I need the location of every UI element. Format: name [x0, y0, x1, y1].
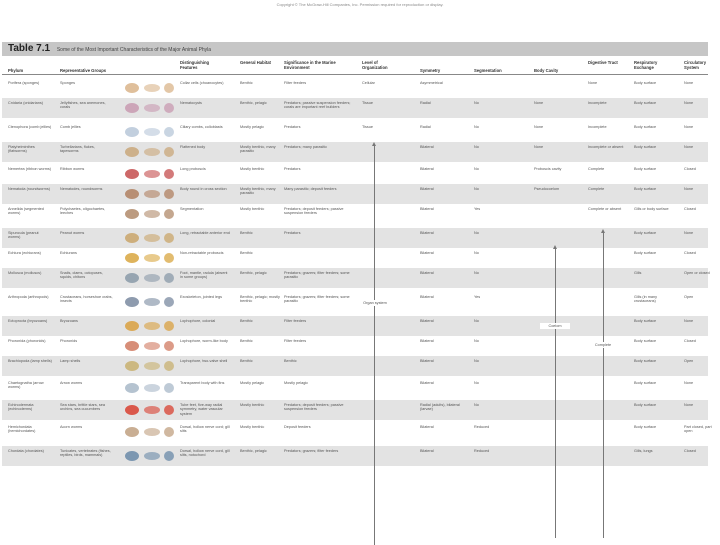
cell-segmentation: No [474, 339, 479, 343]
cell-segmentation: Yes [474, 295, 481, 299]
cell-respiratory: Body surface [634, 251, 657, 255]
cell-groups: Echiurans [60, 251, 77, 255]
cell-segmentation: No [474, 167, 479, 171]
cell-groups: Crustaceans, horseshoe crabs, insects [60, 295, 113, 304]
table-row [2, 142, 708, 162]
cell-symmetry: Bilateral [420, 231, 434, 235]
cell-features: Segmentation [180, 207, 204, 211]
cell-segmentation: No [474, 231, 479, 235]
cell-significance: Filter feeders [284, 339, 307, 343]
cell-segmentation: No [474, 251, 479, 255]
animal-illustration [120, 167, 176, 181]
cell-digestive: Complete [588, 167, 605, 171]
cell-level: Tissue [362, 125, 374, 129]
coelom-span-line [555, 248, 556, 538]
cell-groups: Ribbon worms [60, 167, 85, 171]
cell-significance: Predators; deposit feeders; passive suspension feeders [284, 207, 344, 216]
table-row [2, 164, 708, 184]
cell-groups: Comb jellies [60, 125, 81, 129]
cell-significance: Deposit feeders [284, 425, 311, 429]
cell-respiratory: Body surface [634, 187, 657, 191]
animal-illustration-icon [120, 145, 176, 159]
cell-significance: Predators; grazers; filter feeders; some parasitic [284, 271, 350, 280]
animal-illustration-icon [120, 187, 176, 201]
table-row [2, 122, 708, 142]
cell-symmetry: Bilateral [420, 207, 434, 211]
cell-phylum: Annelida (segmented worms) [8, 207, 44, 216]
cell-habitat: Benthic, pelagic [240, 449, 267, 453]
cell-digestive: Complete [588, 187, 605, 191]
cell-features: Transparent body with fins [180, 381, 225, 385]
cell-groups: Arrow worms [60, 381, 83, 385]
cell-circulatory: Closed [684, 167, 696, 171]
cell-groups: Polychaetes, oligochaetes, leeches [60, 207, 106, 216]
animal-illustration-icon [120, 359, 176, 373]
cell-respiratory: Gills, lungs [634, 449, 653, 453]
cell-digestive: None [588, 81, 598, 85]
animal-illustration-icon [120, 207, 176, 221]
cell-digestive: Complete or absent [588, 207, 622, 211]
cell-symmetry: Bilateral [420, 295, 434, 299]
cell-segmentation: No [474, 381, 479, 385]
cell-features: Lophophore, two-valve shell [180, 359, 228, 363]
animal-illustration-icon [120, 271, 176, 285]
cell-groups: Sponges [60, 81, 75, 85]
cell-level: Tissue [362, 101, 374, 105]
cell-groups: Tunicates, vertebrates (fishes, reptiles, birds, mammals) [60, 449, 111, 458]
header-respiratory: Respiratory Exchange [634, 60, 658, 70]
cell-cavity: None [534, 125, 544, 129]
cell-groups: Peanut worms [60, 231, 85, 235]
cell-level: Cellular [362, 81, 375, 85]
cell-habitat: Benthic, pelagic; mostly benthic [240, 295, 280, 304]
animal-illustration [120, 381, 176, 395]
cell-phylum: Echinodermata (echinoderms) [8, 403, 34, 412]
cell-groups: Turbellarians, flukes, tapeworms [60, 145, 95, 154]
header-divider [2, 74, 708, 75]
cell-significance: Mostly pelagic [284, 381, 309, 385]
cell-circulatory: None [684, 145, 694, 149]
cell-circulatory: None [684, 319, 694, 323]
cell-habitat: Benthic [240, 251, 253, 255]
cell-respiratory: Body surface [634, 403, 657, 407]
animal-illustration-icon [120, 403, 176, 417]
animal-illustration [120, 339, 176, 353]
cell-significance: Predators [284, 231, 301, 235]
animal-illustration [120, 125, 176, 139]
animal-illustration-icon [120, 251, 176, 265]
header-symmetry: Symmetry [420, 68, 441, 73]
table-row [2, 204, 708, 224]
cell-cavity: Proboscis cavity [534, 167, 562, 171]
header-digestive: Digestive Tract [588, 60, 618, 65]
cell-respiratory: Body surface [634, 167, 657, 171]
cell-habitat: Benthic [240, 359, 253, 363]
animal-illustration-icon [120, 449, 176, 463]
cell-groups: Lamp shells [60, 359, 81, 363]
cell-features: Nematocysts [180, 101, 202, 105]
cell-phylum: Cnidaria (cnidarians) [8, 101, 44, 105]
animal-illustration [120, 403, 176, 417]
cell-phylum: Phoronida (phoronids) [8, 339, 46, 343]
cell-respiratory: Gills or body surface [634, 207, 669, 211]
cell-circulatory: Closed [684, 207, 696, 211]
cell-symmetry: Radial [420, 101, 431, 105]
cell-symmetry: Radial [420, 125, 431, 129]
cell-symmetry: Asymmetrical [420, 81, 443, 85]
cell-digestive: Incomplete [588, 101, 607, 105]
animal-illustration [120, 145, 176, 159]
cell-segmentation: No [474, 101, 479, 105]
organ-system-span-line [374, 145, 375, 545]
cell-symmetry: Bilateral [420, 167, 434, 171]
cell-circulatory: Part closed, part open [684, 425, 712, 434]
cell-respiratory: Body surface [634, 359, 657, 363]
cell-circulatory: None [684, 403, 694, 407]
cell-symmetry: Bilateral [420, 271, 434, 275]
cell-habitat: Benthic, pelagic [240, 271, 267, 275]
complete-span-line [603, 232, 604, 538]
cell-significance: Predators; deposit feeders; passive suspension feeders [284, 403, 344, 412]
cell-phylum: Nemertea (ribbon worms) [8, 167, 52, 171]
cell-phylum: Ectoprocta (bryozoans) [8, 319, 48, 323]
cell-significance: Predators; grazers; filter feeders [284, 449, 339, 453]
cell-features: Dorsal, hollow nerve cord; gill slits [180, 425, 230, 434]
animal-illustration [120, 319, 176, 333]
cell-segmentation: Reduced [474, 449, 490, 453]
cell-groups: Snails, clams, octopuses, squids, chitons [60, 271, 103, 280]
animal-illustration-icon [120, 125, 176, 139]
animal-illustration [120, 81, 176, 95]
cell-groups: Acorn worms [60, 425, 83, 429]
header-significance: Significance in the Marine Environment [284, 60, 336, 70]
cell-circulatory: Closed [684, 251, 696, 255]
table-row [2, 78, 708, 98]
animal-illustration [120, 207, 176, 221]
cell-features: Long, retractable anterior end [180, 231, 230, 235]
header-habitat: General Habitat [240, 60, 271, 65]
cell-significance: Filter feeders [284, 319, 307, 323]
cell-symmetry: Radial (adults), bilateral (larvae) [420, 403, 460, 412]
table-caption: Some of the Most Important Characteristics of the Major Animal Phyla [56, 47, 212, 53]
cell-phylum: Mollusca (molluscs) [8, 271, 42, 275]
table-title [8, 43, 211, 54]
cell-significance: Many parasitic; deposit feeders [284, 187, 337, 191]
animal-illustration [120, 359, 176, 373]
cell-segmentation: No [474, 403, 479, 407]
cell-cavity: None [534, 101, 544, 105]
copyright-notice: Copyright © The McGraw-Hill Companies, Inc. Permission required for reproduction or display. [276, 2, 444, 7]
cell-habitat: Mostly benthic [240, 167, 265, 171]
coelom-arrow-up [553, 245, 557, 249]
animal-illustration [120, 101, 176, 115]
cell-habitat: Benthic [240, 319, 253, 323]
cell-phylum: Chordata (chordates) [8, 449, 44, 453]
cell-symmetry: Bilateral [420, 145, 434, 149]
cell-habitat: Mostly pelagic [240, 381, 265, 385]
cell-segmentation: No [474, 125, 479, 129]
cell-phylum: Porifera (sponges) [8, 81, 40, 85]
header-features: Distinguishing Features [180, 60, 210, 70]
cell-features: Body round in cross section [180, 187, 227, 191]
cell-segmentation: No [474, 271, 479, 275]
cell-phylum: Ctenophora (comb jellies) [8, 125, 52, 129]
cell-phylum: Echiura (echiurans) [8, 251, 41, 255]
cell-circulatory: Closed [684, 449, 696, 453]
cell-symmetry: Bilateral [420, 339, 434, 343]
animal-illustration-icon [120, 101, 176, 115]
table-row [2, 184, 708, 204]
organ-system-label: Organ system [363, 301, 387, 305]
cell-habitat: Mostly benthic [240, 403, 265, 407]
animal-illustration [120, 449, 176, 463]
cell-circulatory: None [684, 187, 694, 191]
cell-significance: Filter feeders [284, 81, 307, 85]
cell-habitat: Mostly pelagic [240, 125, 265, 129]
cell-habitat: Mostly benthic [240, 425, 265, 429]
complete-arrow-up [601, 229, 605, 233]
cell-phylum: Sipuncula (peanut worms) [8, 231, 39, 240]
cell-respiratory: Body surface [634, 145, 657, 149]
cell-features: Flattened body [180, 145, 206, 149]
cell-respiratory: Body surface [634, 425, 657, 429]
animal-illustration [120, 231, 176, 245]
animal-illustration-icon [120, 295, 176, 309]
cell-segmentation: Yes [474, 207, 481, 211]
table-label: Table 7.1 [8, 43, 51, 54]
animal-illustration [120, 251, 176, 265]
cell-respiratory: Body surface [634, 231, 657, 235]
cell-habitat: Mostly benthic, many parasitic [240, 187, 276, 196]
cell-habitat: Benthic [240, 231, 253, 235]
cell-groups: Phoronids [60, 339, 78, 343]
cell-circulatory: None [684, 381, 694, 385]
cell-habitat: Benthic [240, 339, 253, 343]
cell-phylum: Platyhelminthes (flatworms) [8, 145, 35, 154]
cell-circulatory: None [684, 81, 694, 85]
cell-symmetry: Bilateral [420, 319, 434, 323]
cell-symmetry: Bilateral [420, 449, 434, 453]
cell-symmetry: Bilateral [420, 381, 434, 385]
cell-circulatory: None [684, 101, 694, 105]
cell-features: Collar cells (choanocytes) [180, 81, 224, 85]
cell-respiratory: Gills (in many crustaceans) [634, 295, 657, 304]
cell-habitat: Benthic [240, 81, 253, 85]
cell-significance: Predators [284, 167, 301, 171]
cell-symmetry: Bilateral [420, 187, 434, 191]
cell-groups: Bryozoans [60, 319, 78, 323]
cell-respiratory: Body surface [634, 101, 657, 105]
cell-significance: Predators; passive suspension feeders; corals are important reef builders [284, 101, 351, 110]
cell-segmentation: No [474, 145, 479, 149]
cell-phylum: Brachiopoda (lamp shells) [8, 359, 52, 363]
animal-illustration [120, 295, 176, 309]
cell-phylum: Chaetognatha (arrow worms) [8, 381, 44, 390]
cell-digestive: Incomplete or absent [588, 145, 624, 149]
cell-circulatory: Open or closed [684, 271, 710, 275]
header-cavity: Body Cavity [534, 68, 559, 73]
header-circulatory: Circulatory System [684, 60, 707, 70]
cell-respiratory: Body surface [634, 319, 657, 323]
cell-respiratory: Body surface [634, 381, 657, 385]
cell-respiratory: Gills [634, 271, 642, 275]
animal-illustration-icon [120, 339, 176, 353]
animal-illustration-icon [120, 381, 176, 395]
animal-illustration-icon [120, 425, 176, 439]
cell-symmetry: Bilateral [420, 359, 434, 363]
cell-habitat: Mostly benthic [240, 207, 265, 211]
cell-segmentation: Reduced [474, 425, 490, 429]
cell-groups: Nematodes, roundworms [60, 187, 103, 191]
cell-circulatory: None [684, 231, 694, 235]
cell-respiratory: Body surface [634, 125, 657, 129]
cell-cavity: Pseudocoelom [534, 187, 560, 191]
header-groups: Representative Groups [60, 68, 107, 73]
animal-illustration-icon [120, 231, 176, 245]
cell-phylum: Arthropoda (arthropods) [8, 295, 49, 299]
cell-cavity: None [534, 145, 544, 149]
cell-respiratory: Body surface [634, 81, 657, 85]
cell-groups: Sea stars, brittle stars, sea urchins, sea cucumbers [60, 403, 105, 412]
coelom-label: Coelom [540, 323, 570, 329]
cell-features: Foot, mantle, radula (absent in some groups) [180, 271, 228, 280]
cell-digestive: Incomplete [588, 125, 607, 129]
cell-segmentation: No [474, 187, 479, 191]
animal-illustration-icon [120, 319, 176, 333]
cell-features: Lophophore, worm-like body [180, 339, 228, 343]
cell-phylum: Hemichordata (hemichordates) [8, 425, 36, 434]
cell-features: Ciliary combs, colloblasts [180, 125, 223, 129]
cell-respiratory: Body surface [634, 339, 657, 343]
header-phylum: Phylum [8, 68, 24, 73]
cell-features: Lophophore, colonial [180, 319, 216, 323]
cell-circulatory: None [684, 125, 694, 129]
cell-phylum: Nematoda (roundworms) [8, 187, 50, 191]
cell-significance: Benthic [284, 359, 297, 363]
complete-label: Complete [588, 342, 618, 348]
cell-features: Tube feet, five-way radial symmetry, water vascular system [180, 403, 223, 416]
cell-segmentation: No [474, 359, 479, 363]
cell-symmetry: Bilateral [420, 251, 434, 255]
cell-features: Exoskeleton, jointed legs [180, 295, 223, 299]
animal-illustration [120, 425, 176, 439]
cell-significance: Predators [284, 125, 301, 129]
cell-groups: Jellyfishes, sea anemones, corals [60, 101, 106, 110]
cell-significance: Predators; grazers; filter feeders; some parasitic [284, 295, 350, 304]
cell-features: Dorsal, hollow nerve cord, gill slits, notochord [180, 449, 230, 458]
cell-symmetry: Bilateral [420, 425, 434, 429]
cell-circulatory: Open [684, 359, 694, 363]
header-level: Level of Organization [362, 60, 388, 70]
cell-circulatory: Open [684, 295, 694, 299]
animal-illustration-icon [120, 167, 176, 181]
cell-segmentation: No [474, 319, 479, 323]
animal-illustration-icon [120, 81, 176, 95]
cell-habitat: Mostly benthic, many parasitic [240, 145, 276, 154]
header-segmentation: Segmentation [474, 68, 502, 73]
cell-features: Non-retractable proboscis [180, 251, 224, 255]
animal-illustration [120, 187, 176, 201]
cell-features: Long proboscis [180, 167, 206, 171]
cell-circulatory: Closed [684, 339, 696, 343]
cell-significance: Predators; many parasitic [284, 145, 328, 149]
animal-illustration [120, 271, 176, 285]
organ-system-arrow-up [372, 142, 376, 146]
cell-habitat: Benthic, pelagic [240, 101, 267, 105]
table-row [2, 98, 708, 118]
